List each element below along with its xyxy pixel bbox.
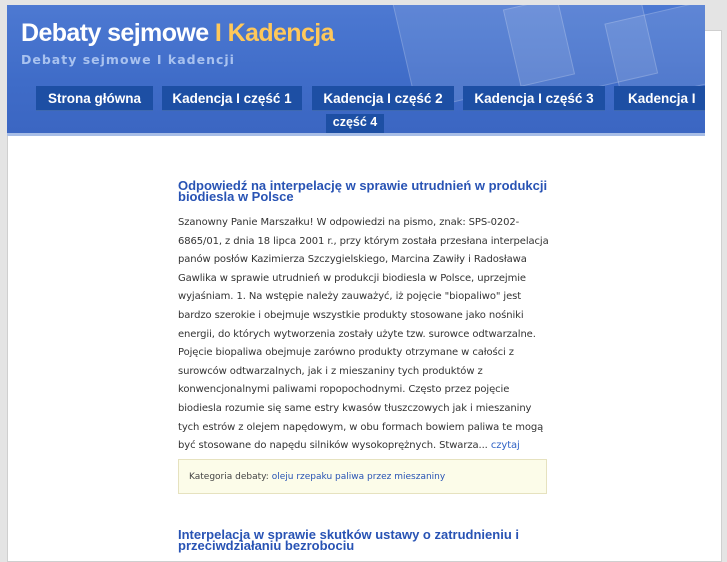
excerpt-line: konwencjonalnymi paliwami ropopochodnymi. Często przez pojęcie (178, 384, 510, 396)
excerpt-line: Gawlika w sprawie utrudnień w produkcji biodiesla w Polsce, uprzejmie (178, 272, 526, 284)
excerpt-line: być stosowane do napędu silników wysokoprężnych. Stwarza... (178, 440, 488, 452)
post-2 (178, 529, 549, 551)
excerpt-line: energii, do których wytworzenia zostały użyte tzw. surowce odtwarzalne. (178, 328, 536, 340)
site-title[interactable] (21, 19, 334, 48)
post-title[interactable]: Odpowiedź na interpelację w sprawie utrudnień w produkcji biodiesla w Polsce (178, 178, 548, 204)
nav-tab-kadencja-czesc-2[interactable]: Kadencja I część 2 (312, 86, 454, 111)
excerpt-line: tych estrów z olejem napędowym, w obu formach bowiem paliwa te mogą (178, 421, 544, 433)
excerpt-line: bardzo szerokie i obejmuje wszystkie produkty stosowane jako nośniki (178, 309, 524, 321)
read-more-link[interactable]: czytaj (490, 440, 520, 452)
site-title-accent: I Kadencja (214, 19, 334, 47)
excerpt-line: panów posłów Kazimierza Szczygielskiego, Marcina Zawiły i Radosława (178, 254, 527, 266)
site-header (7, 5, 705, 133)
excerpt-line: biodiesla rozumie się same estry kwasów tłuszczowych jak i mieszaniny (178, 402, 532, 414)
excerpt-line: Szanowny Panie Marszałku! W odpowiedzi na pismo, znak: SPS-0202- (178, 217, 520, 228)
post-excerpt (178, 214, 550, 474)
site-subtitle: Debaty sejmowe I kadencji (21, 52, 235, 67)
nav-tab-home[interactable]: Strona główna (36, 86, 153, 111)
category-label: Kategoria debaty: (189, 472, 269, 482)
excerpt-line: wyjaśniam. 1. Na wstępie należy zauważyć, iż pojęcie "biopaliwo" jest (178, 291, 522, 303)
post-1 (178, 180, 549, 202)
post-title[interactable]: Interpelacja w sprawie skutków ustawy o zatrudnieniu i przeciwdziałaniu bezrobociu (178, 527, 519, 553)
excerpt-line: surowców odtwarzalnych, jak i z mieszaniny tych produktów z (178, 365, 483, 377)
excerpt-line: 6865/01, z dnia 18 lipca 2001 r., przy którym została przesłana interpelacja (178, 235, 549, 247)
category-tag-link[interactable]: oleju rzepaku paliwa przez mieszaniny (271, 472, 446, 482)
excerpt-line: Pojęcie biopaliwa obejmuje zarówno produkty otrzymane w całości z (178, 347, 514, 359)
nav-tab-kadencja-czesc-1[interactable]: Kadencja I część 1 (162, 86, 302, 111)
nav-tab-wrapped-label[interactable]: część 4 (326, 114, 384, 133)
post-1-excerpt (178, 214, 550, 474)
header-bottom-bar (7, 133, 705, 136)
nav-tab-kadencja-czesc-3[interactable]: Kadencja I część 3 (463, 86, 605, 111)
nav-tab-kadencja-czesc-4[interactable]: Kadencja I (614, 86, 705, 111)
site-title-main: Debaty sejmowe (21, 19, 209, 47)
post-category-box (178, 459, 547, 494)
